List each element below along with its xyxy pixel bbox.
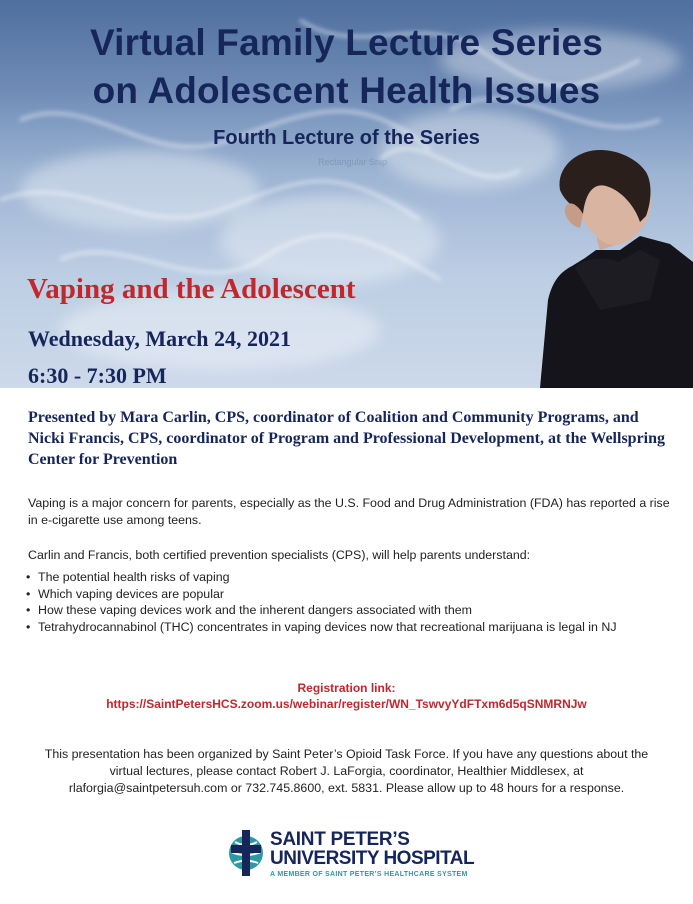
bullet-icon: •	[26, 619, 31, 634]
series-title-line1: Virtual Family Lecture Series	[89, 22, 604, 63]
hero-banner	[0, 0, 693, 388]
topics-list	[26, 569, 676, 635]
hospital-logo	[226, 828, 486, 884]
event-date: Wednesday, March 24, 2021	[28, 326, 292, 351]
logo-line1: SAINT PETER’S	[270, 829, 410, 850]
intro-paragraph: Vaping is a major concern for parents, especially as the U.S. Food and Drug Administration (FDA) has reported a rise in e-cigarette use among teens.	[28, 496, 670, 527]
lecture-topic: Vaping and the Adolescent	[27, 273, 356, 305]
lecture-subtitle: Fourth Lecture of the Series	[213, 127, 480, 149]
logo-line2: UNIVERSITY HOSPITAL	[270, 848, 475, 869]
registration-label: Registration link:	[297, 681, 396, 695]
list-item: • Tetrahydrocannabinol (THC) concentrates in vaping devices now that recreational marijuana is legal in NJ	[26, 619, 617, 634]
lead-paragraph: Carlin and Francis, both certified prevention specialists (CPS), will help parents understand:	[28, 548, 531, 562]
list-item: • The potential health risks of vaping	[26, 570, 230, 584]
bullet-icon: •	[26, 586, 31, 601]
contact-paragraph: This presentation has been organized by Saint Peter’s Opioid Task Force. If you have any questions about the virtual lectures, please contact Robert J. LaForgia, coordinator, Healthier Middlesex, at rlaforgia@saintpetersuh.com or 732.745.8600, ext. 5831. Please allow up to 48 hours for a response.	[44, 747, 649, 795]
registration-link[interactable]: https://SaintPetersHCS.zoom.us/webinar/register/WN_TswvyYdFTxm6d5qSNMRNJw	[106, 697, 587, 711]
event-time: 6:30 - 7:30 PM	[28, 363, 167, 388]
series-title-line2: on Adolescent Health Issues	[92, 70, 601, 111]
bullet-icon: •	[26, 570, 31, 584]
list-item: • Which vaping devices are popular	[26, 586, 224, 601]
snip-watermark: Rectangular Snip	[318, 157, 388, 167]
logo-tagline: A MEMBER OF SAINT PETER’S HEALTHCARE SYSTEM	[270, 871, 468, 878]
list-item: • How these vaping devices work and the inherent dangers associated with them	[26, 603, 472, 617]
presenters-text: Presented by Mara Carlin, CPS, coordinator of Coalition and Community Programs, and Nicki Francis, CPS, coordinator of Program and Professional Development, at the Wellspring Center for Prevention	[28, 409, 666, 468]
teen-in-vapor-photo	[540, 150, 693, 388]
cross-globe-icon	[226, 830, 266, 876]
bullet-icon: •	[26, 603, 31, 617]
